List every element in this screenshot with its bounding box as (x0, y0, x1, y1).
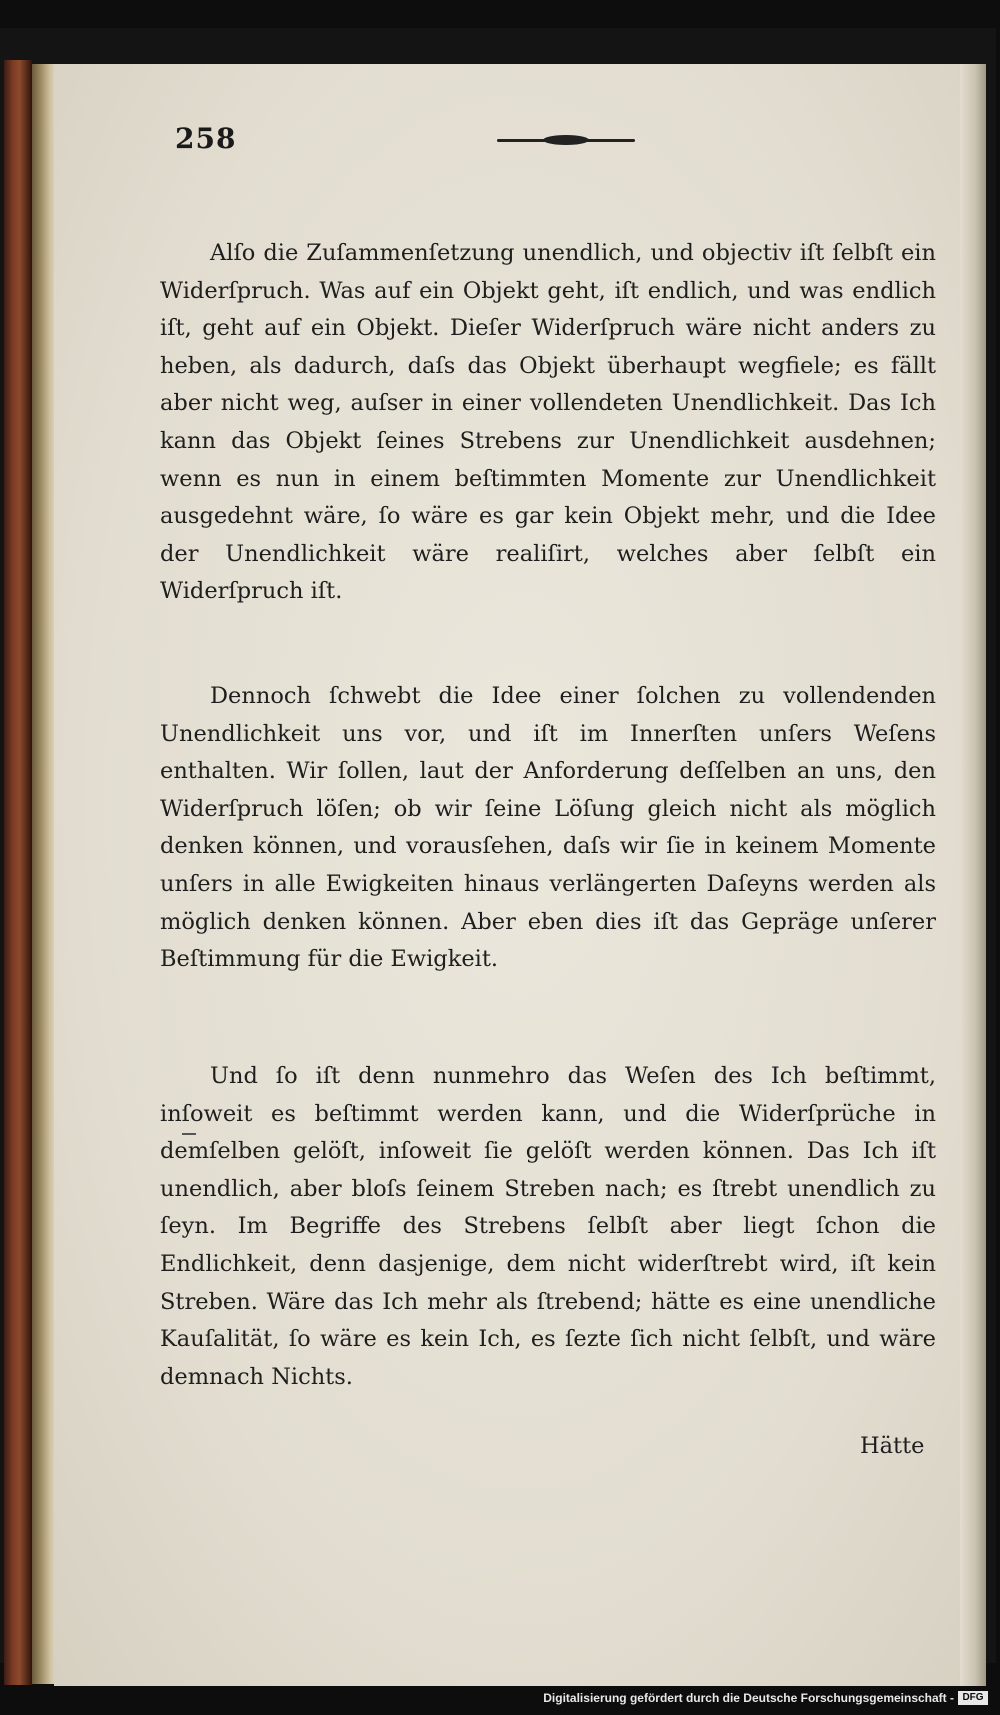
dfg-logo-icon: DFG (958, 1691, 988, 1705)
paragraph-text: Dennoch ſchwebt die Idee einer ſolchen zu vollendenden Unendlichkeit uns vor, und iſt im Innerſten unſers Weſens enthalten. Wir ſollen, laut der Anforderung deſſelben an uns, den Widerſpruch löſen; ob wir ſeine Löſung gleich nicht als möglich denken können, und vorausſehen, daſs wir ſie in keinem Momente unſers in alle Ewigkeiten hinaus verlängerten Daſeyns werden als möglich denken können. Aber eben dies iſt das Gepräge unſerer Beſtimmung für die Ewigkeit. (160, 683, 936, 973)
margin-mark (182, 1133, 196, 1135)
paragraph-1 (160, 235, 936, 611)
digitization-footer (0, 1688, 996, 1715)
page-header (175, 122, 935, 162)
paragraph-3 (160, 1058, 936, 1396)
page-gutter (32, 64, 54, 1684)
page-edge (960, 64, 986, 1686)
page-number: 258 (175, 122, 237, 155)
catchword: Hätte (860, 1433, 925, 1459)
footer-credit: Digitalisierung gefördert durch die Deutsche Forschungsgemeinschaft - (543, 1691, 954, 1705)
book-spine (4, 60, 32, 1685)
paragraph-text: Alſo die Zuſammenſetzung unendlich, und objectiv iſt ſelbſt ein Widerſpruch. Was auf ein Objekt geht, iſt endlich, und was endlich iſt, geht auf ein Objekt. Dieſer Widerſpruch wäre nicht anders zu heben, als dadurch, daſs das Objekt überhaupt wegfiele; es fällt aber nicht weg, auſser in einer vollendeten Unendlichkeit. Das Ich kann das Objekt ſeines Strebens zur Unendlichkeit ausdehnen; wenn es nun in einem beſtimmten Momente zur Unendlichkeit ausgedehnt wäre, ſo wäre es gar kein Objekt mehr, und die Idee der Unendlichkeit wäre realiſirt, welches aber ſelbſt ein Widerſpruch iſt. (160, 240, 936, 605)
paragraph-text: Und ſo iſt denn nunmehro das Weſen des Ich beſtimmt, inſoweit es beſtimmt werden kann, und die Widerſprüche in demſelben gelöſt, inſoweit ſie gelöſt werden können. Das Ich iſt unendlich, aber bloſs ſeinem Streben nach; es ſtrebt unendlich zu ſeyn. Im Begriffe des Strebens ſelbſt aber liegt ſchon die Endlichkeit, denn dasjenige, dem nicht widerſtrebt wird, iſt kein Streben. Wäre das Ich mehr als ſtrebend; hätte es eine unendliche Kauſalität, ſo wäre es kein Ich, es ſezte ſich nicht ſelbſt, und wäre demnach Nichts. (160, 1063, 936, 1390)
book-scan (0, 28, 996, 1663)
header-rule-ornament (543, 135, 589, 145)
paragraph-2 (160, 678, 936, 979)
